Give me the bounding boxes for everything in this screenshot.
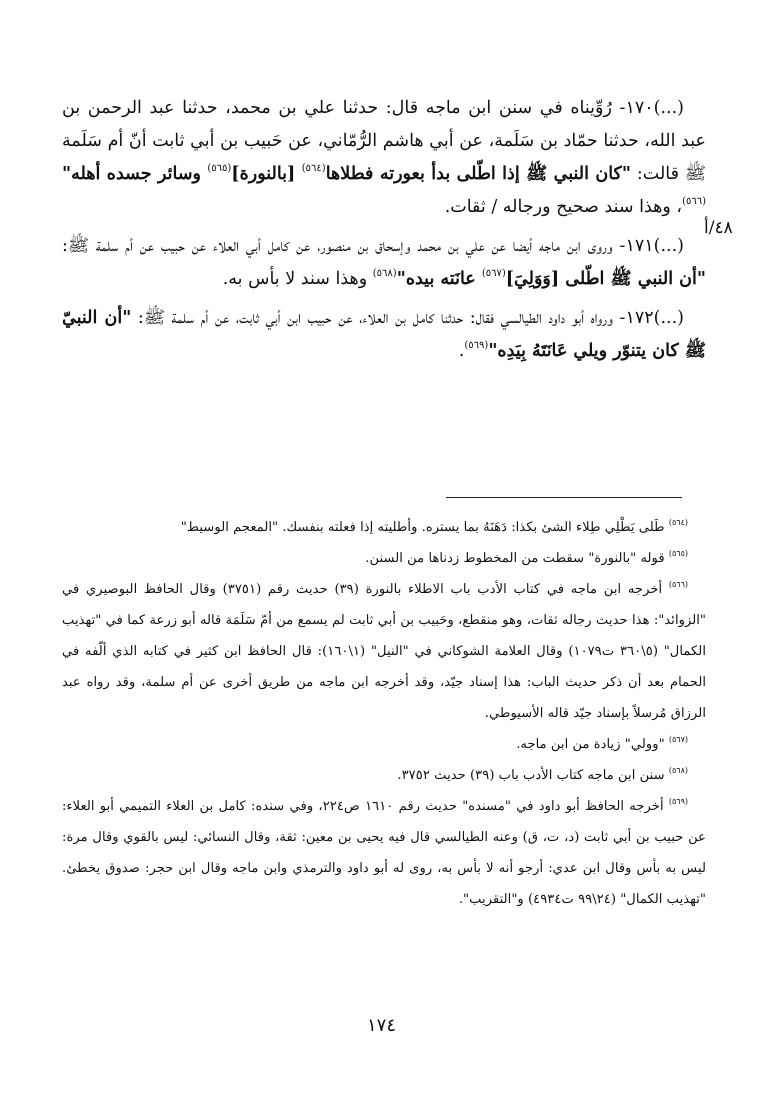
paragraph-172 xyxy=(62,302,706,368)
hadith-text: [بالنورة] xyxy=(231,164,302,184)
paragraph-text: . xyxy=(458,341,465,361)
hadith-text: عانَته بيده" xyxy=(396,269,482,289)
footnote-number: (٥٦٥) xyxy=(668,549,688,558)
footnote-number: (٥٦٨) xyxy=(668,766,688,775)
footnote-ref: (٥٦٦) xyxy=(682,196,706,207)
footnote-number: (٥٦٩) xyxy=(668,797,688,806)
footnote-number: (٥٦٧) xyxy=(668,735,688,744)
footnote-text: أخرجه الحافظ أبو داود في "مسنده" حديث رقم ١٦١٠ ص٢٢٤، وفي سنده: كامل بن العلاء التميمي أبو العلاء: عن حبيب بن أبي ثابت (د، ت، ق) وعنه الطيالسي قال فيه يحيى بن معين: ثقة، وقال النسائي: ليس بالقوي وقال مرة: ليس به بأس وقال ابن عدي: أرجو أنه لا بأس به، روى له أبو داود والترمذي وابن ماجه وقال ابن حجر: صدوق يخطئ. "تهذيب الكمال" (٢٤\٩٩ ت٤٩٣٤) و"التقريب". xyxy=(62,799,706,907)
footnote-number: (٥٦٤) xyxy=(668,518,688,527)
footnote-text: طَلى يَطْلِي طِلاء الشئ بكذا: دَهَنَهُ بما يستره. وأطليته إذا فعلته بنفسك. "المعجم الوسيط" xyxy=(180,520,665,535)
page-number: ١٧٤ xyxy=(366,1015,396,1036)
footnotes xyxy=(62,512,706,915)
footnote-ref: (٥٦٤) xyxy=(301,163,326,174)
paragraph-text: وهذا سند لا بأس به. xyxy=(222,269,373,289)
hadith-text: "أن النبيّ ﷺ كان يتنوّر ويلي عَانَتَهُ بِيَدِه" xyxy=(62,308,706,361)
footnote-separator xyxy=(446,497,682,498)
footnote-565 xyxy=(62,543,706,574)
footnote-ref: (٥٦٥) xyxy=(207,163,232,174)
paragraph-text: (...)١٧١- وروى ابن ماجه أيضا عن علي بن محمد وإسحاق بن منصور، عن كامل أبي العلاء عن حبيب عن أم سلمة ﷺ: xyxy=(62,236,684,256)
footnote-ref: (٥٦٨) xyxy=(372,268,397,279)
footnote-text: قوله "بالنورة" سقطت من المخطوط زدناها من السنن. xyxy=(365,551,665,566)
hadith-text: "أن النبي ﷺ اطّلى [وَوَلِيَ] xyxy=(505,269,706,289)
footnote-text: أخرجه ابن ماجه في كتاب الأدب باب الاطلاء بالنورة (٣٩) حديث رقم (٣٧٥١) وقال الحافظ البوصيري في "الزوائد": هذا حديث رجاله ثقات، وهو منقطع، وحَبيب بن أبي ثابت لم يسمع من أمّ سَلَمَة قاله أبو زرعة كما في "تهذيب الكمال" (٥\٣٦٠ ت١٠٧٩) وقال العلامة الشوكاني في "النيل" (١\١٦٠): قال الحافظ ابن كثير في كتابه الذي ألّفه في الحمام بعد أن ذكر حديث الباب: هذا إسناد جيّد، وقد أخرجه ابن ماجه من طريق أخرى عن أم سلمة، وقد رواه عبد الرزاق مُرسلاً بإسناد جيّد قاله الأسيوطي. xyxy=(62,582,706,721)
main-text xyxy=(62,92,706,374)
hadith-text: وسائر جسده أهله" xyxy=(62,164,208,184)
hadith-text: "كان النبي ﷺ إذا اطّلى بدأ بعورته فطلاها xyxy=(325,164,632,184)
paragraph-171 xyxy=(62,230,706,296)
footnote-number: (٥٦٦) xyxy=(668,580,688,589)
footnote-ref: (٥٦٩) xyxy=(464,340,489,351)
footnote-564 xyxy=(62,512,706,543)
paragraph-170 xyxy=(62,92,706,224)
footnote-text: سنن ابن ماجه كتاب الأدب باب (٣٩) حديث ٣٧٥٢. xyxy=(397,768,665,783)
footnote-569 xyxy=(62,791,706,915)
footnote-ref: (٥٦٧) xyxy=(481,268,506,279)
manuscript-folio-marker: ٤٨/أ xyxy=(704,218,733,238)
footnote-567 xyxy=(62,729,706,760)
footnote-566 xyxy=(62,574,706,729)
footnote-text: "وولي" زيادة من ابن ماجه. xyxy=(516,737,665,752)
paragraph-text: ، وهذا سند صحيح ورجاله / ثقات. xyxy=(444,197,683,217)
paragraph-text: (...)١٧٢- ورواه أبو داود الطيالسي فقال: حدثنا كامل بن العلاء، عن حبيب ابن أبي ثابت، عن أم سلمة ﷺ: xyxy=(131,308,684,328)
footnote-568 xyxy=(62,760,706,791)
paragraph-text: (...)١٧٠- رُوِّيناه في سنن ابن ماجه قال: حدثنا علي بن محمد، حدثنا عبد الرحمن بن عبد الله، حدثنا حمّاد بن سَلَمة، عن أبي هاشم الرُّمّاني، عن حَبيب بن أبي ثابت أنّ أم سَلَمة ﷺ قالت: xyxy=(62,98,707,184)
